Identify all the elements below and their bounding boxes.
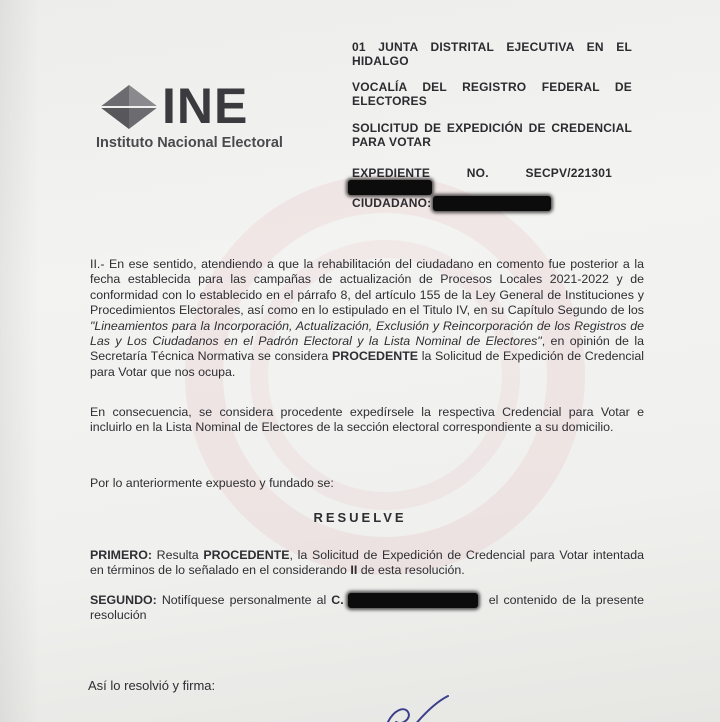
redaction-bar (433, 196, 551, 211)
header-expediente (352, 166, 612, 195)
text: el contenido de la presente resolución (90, 593, 644, 623)
logo-subtitle: Instituto Nacional Electoral (96, 135, 283, 151)
signature-stroke (380, 692, 460, 722)
paragraph-segundo (90, 593, 644, 624)
lineamientos-title: "Lineamientos para la Incorporación, Actualización, Exclusión y Reincorporación de los Registros de Las y Los Ciudadanos en el Padrón Electoral y la Lista Nominal de Electores" (90, 318, 644, 349)
expediente-label: EXPEDIENTE NO. SECPV/221301 (352, 166, 612, 180)
c-label: C. (331, 593, 344, 607)
paragraph-consecuencia: En consecuencia, se considera procedente expedírsele la respectiva Credencial para Votar e incluirlo en la Lista Nominal de Electores de la sección electoral correspondiente a su domicilio. (90, 405, 644, 435)
ine-diamond-icon (98, 84, 160, 130)
segundo-label: SEGUNDO: (90, 593, 157, 607)
resuelve-heading: RESUELVE (313, 510, 407, 525)
text: , en opinión de la Secretaría Técnica Normativa se considera (90, 334, 644, 364)
logo-wordmark: INE (162, 78, 249, 134)
header-vocalia: VOCALÍA DEL REGISTRO FEDERAL DE ELECTORES (352, 80, 632, 108)
text: de esta resolución. (357, 563, 465, 578)
header-junta: 01 JUNTA DISTRITAL EJECUTIVA EN EL HIDALGO (352, 40, 632, 68)
ciudadano-label: CIUDADANO: (352, 196, 432, 210)
closing-line: Así lo resolvió y firma: (88, 678, 216, 693)
redaction-bar (348, 593, 478, 608)
page-shadow (0, 0, 40, 722)
ine-logo (96, 78, 306, 154)
paragraph-primero (90, 548, 644, 579)
header-solicitud: SOLICITUD DE EXPEDICIÓN DE CREDENCIAL PARA VOTAR (352, 121, 632, 149)
text: , la Solicitud de Expedición de Credencial para Votar intentada en términos de lo señalado en el considerando (90, 548, 644, 578)
text: Resulta (151, 548, 204, 562)
primero-label: PRIMERO: (90, 548, 152, 562)
procedente-bold: PROCEDENTE (331, 349, 419, 364)
procedente-bold: PROCEDENTE (203, 548, 290, 562)
paragraph-considerando (90, 257, 644, 380)
paragraph-expuesto: Por lo anteriormente expuesto y fundado se: (90, 476, 334, 490)
redaction-bar (348, 180, 432, 195)
considerando-number: II (350, 563, 358, 578)
text: la Solicitud de Expedición de Credencial para Votar que nos ocupa. (90, 349, 644, 379)
text: II.- En ese sentido, atendiendo a que la rehabilitación del ciudadano en comento fue posterior a la fecha establecida para las campañas de actualización de Procesos Locales 2021-2022 y de conformidad con lo establecido en el párrafo 8, del artículo 155 de la Ley General de Instituciones y Procedimientos Electorales, así como en lo estipulado en el Titulo IV, en su Capítulo Segundo de los (90, 257, 644, 318)
text: Notifíquese personalmente al (156, 593, 332, 607)
header-ciudadano (352, 196, 572, 211)
